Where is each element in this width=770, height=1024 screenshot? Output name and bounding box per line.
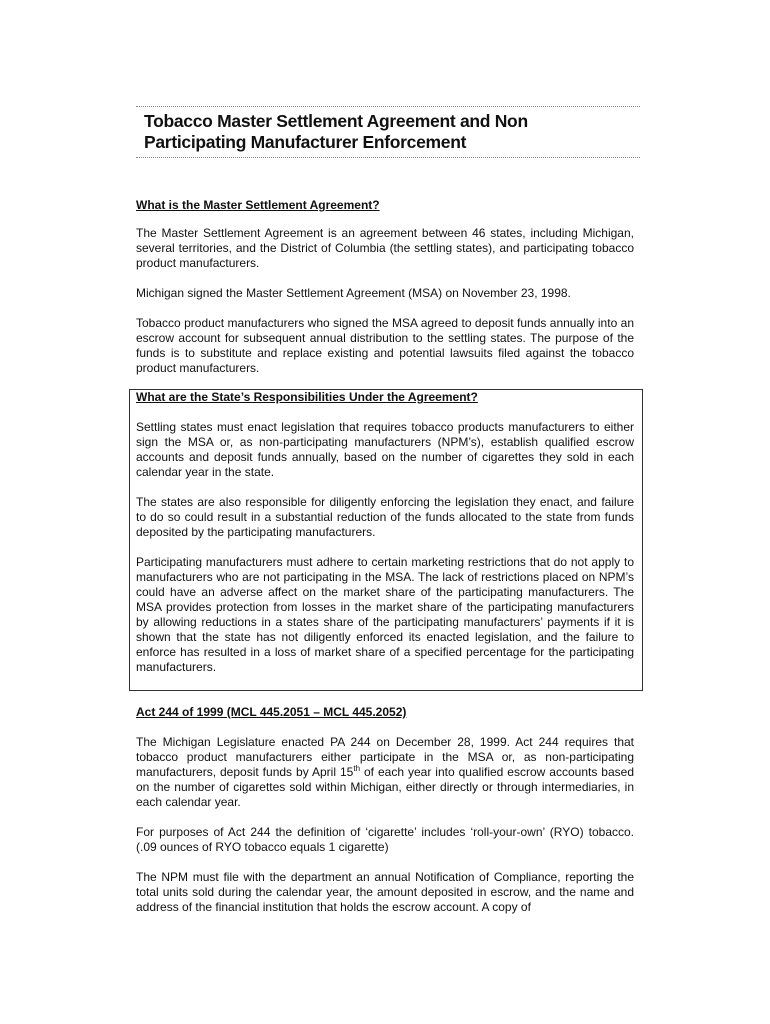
paragraph-text: The Michigan Legislature enacted PA 244 on December 28, 1999. Act 244 requires that tobacco product manufacturers either participate in the MSA or, as non-participating manufacturers, deposit funds by April 15 [136,735,634,779]
paragraph: Participating manufacturers must adhere to certain marketing restrictions that do not apply to manufacturers who are not participating in the MSA. The lack of restrictions placed on NPM’s could have an adverse affect on the market share of the participating manufacturers. The MSA provides protection from losses in the market share of the participating manufacturers by allowing reductions in a states share of the participating manufacturers’ payments if it is shown that the state has not diligently enforced its enacted legislation, and the failure to enforce has resulted in a loss of market share of a specified percentage for the participating manufacturers. [136,555,634,674]
section-heading-state-responsibilities: What are the State’s Responsibilities Under the Agreement? [136,390,478,404]
paragraph: Tobacco product manufacturers who signed the MSA agreed to deposit funds annually into an escrow account for subsequent annual distribution to the settling states. The purpose of the funds is to substitute and replace existing and potential lawsuits filed against the tobacco product manufacturers. [136,316,634,375]
title-box [136,106,640,158]
paragraph-text: of each year into qualified escrow accounts based on the number of cigarettes sold within Michigan, either directly or through intermediaries, in each calendar year. [136,765,634,809]
paragraph: The Master Settlement Agreement is an agreement between 46 states, including Michigan, several territories, and the District of Columbia (the settling states), and participating tobacco product manufacturers. [136,226,634,270]
superscript: th [353,764,361,773]
document-title: Tobacco Master Settlement Agreement and Non Participating Manufacturer Enforcement [144,111,528,152]
section-heading-msa: What is the Master Settlement Agreement? [136,198,380,212]
paragraph: For purposes of Act 244 the definition of ‘cigarette’ includes ‘roll-your-own’ (RYO) tobacco. (.09 ounces of RYO tobacco equals 1 cigarette) [136,825,634,854]
section-heading-act-244: Act 244 of 1999 (MCL 445.2051 – MCL 445.2052) [136,705,407,719]
paragraph [136,735,634,810]
paragraph: Settling states must enact legislation that requires tobacco products manufacturers to either sign the MSA or, as non-participating manufacturers (NPM’s), establish qualified escrow accounts and deposit funds annually, based on the number of cigarettes they sold in each calendar year in the state. [136,420,634,479]
paragraph: The states are also responsible for diligently enforcing the legislation they enact, and failure to do so could result in a substantial reduction of the funds allocated to the state from funds deposited by the participating manufacturers. [136,495,634,539]
paragraph: The NPM must file with the department an annual Notification of Compliance, reporting the total units sold during the calendar year, the amount deposited in escrow, and the name and address of the financial institution that holds the escrow account. A copy of [136,870,634,914]
paragraph: Michigan signed the Master Settlement Agreement (MSA) on November 23, 1998. [136,286,571,300]
